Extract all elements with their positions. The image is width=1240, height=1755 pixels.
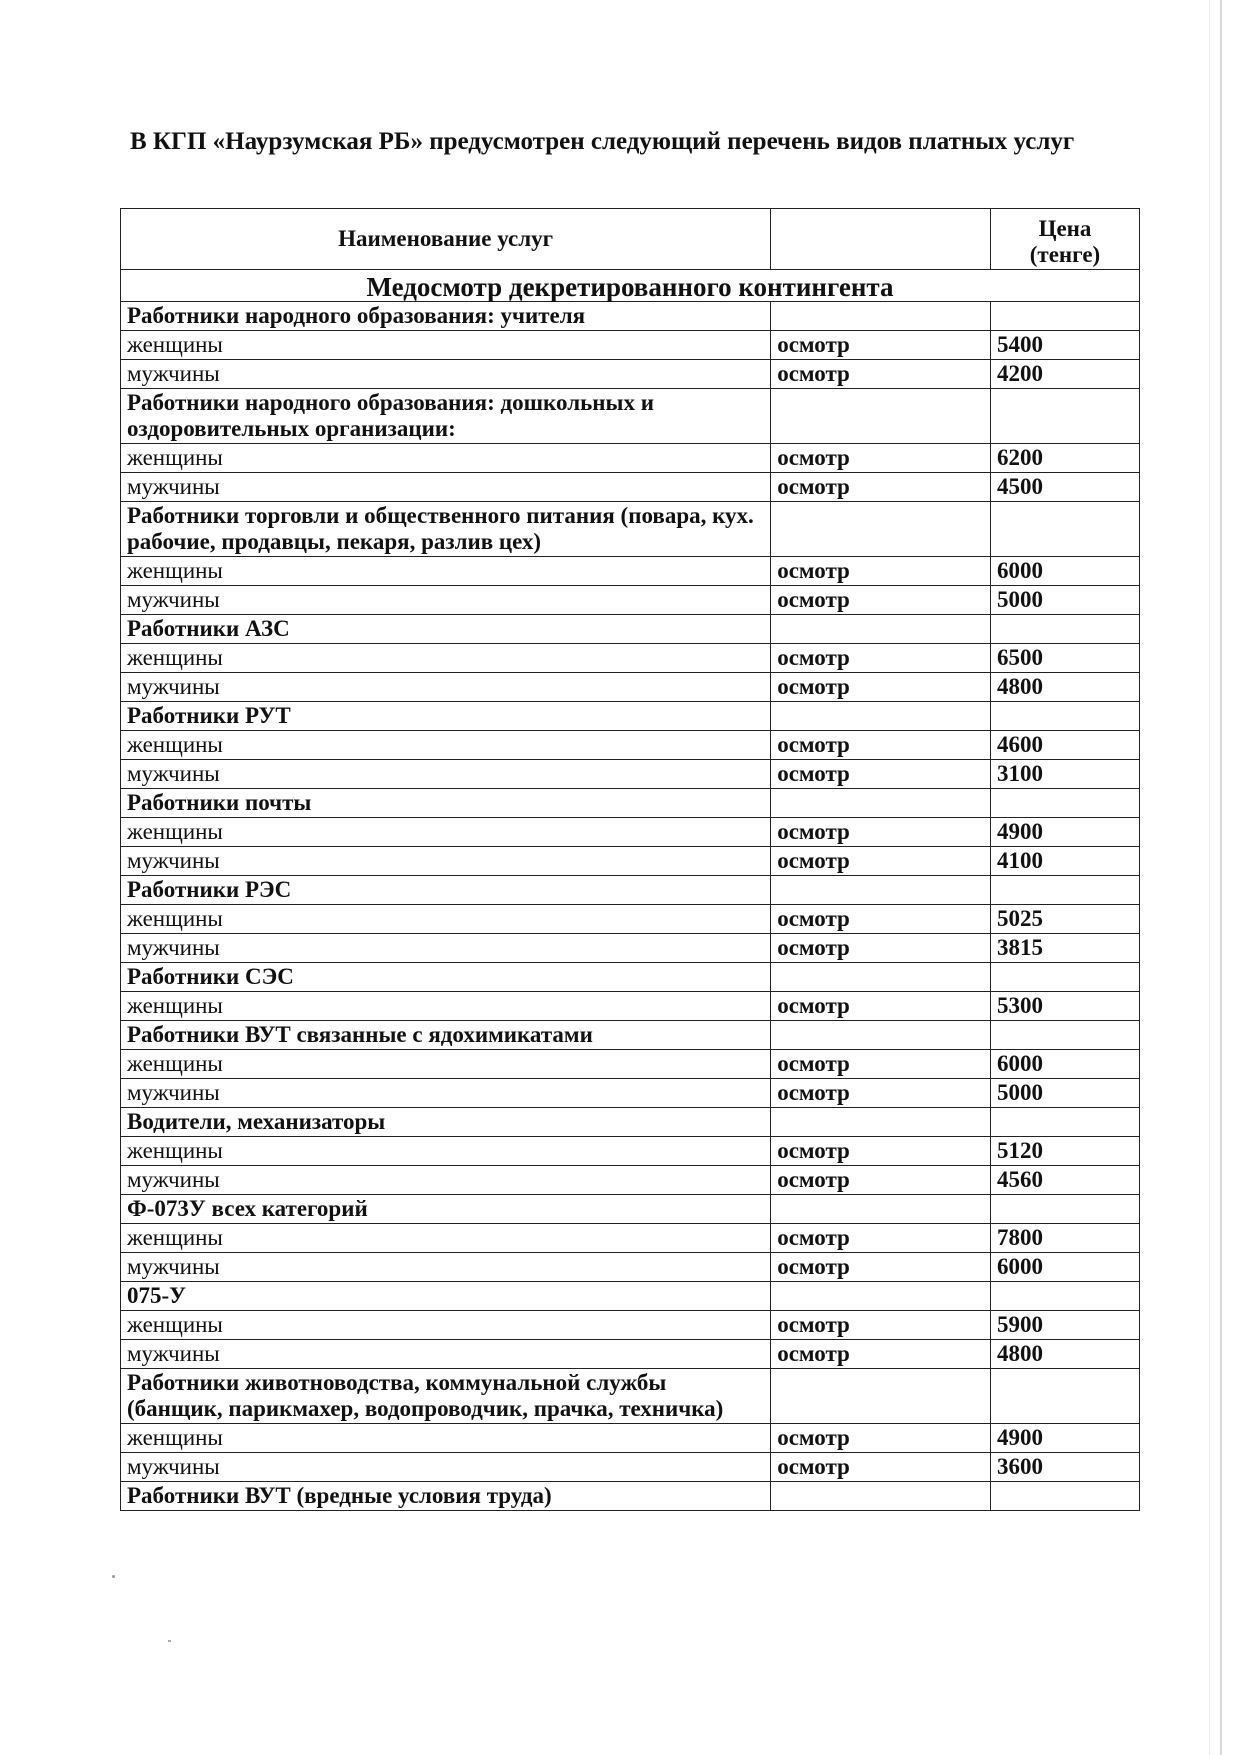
- table-row: [121, 557, 1140, 586]
- cell-unit: осмотр: [771, 1424, 991, 1453]
- cell-price: 5300: [990, 992, 1139, 1021]
- cell-price: 4800: [990, 673, 1139, 702]
- cell-unit: осмотр: [771, 934, 991, 963]
- cell-unit: осмотр: [771, 1166, 991, 1195]
- table-row: [121, 1253, 1140, 1282]
- cell-name: мужчины: [121, 934, 771, 963]
- cell-unit: осмотр: [771, 444, 991, 473]
- cell-unit: [771, 963, 991, 992]
- cell-price: 5000: [990, 586, 1139, 615]
- table-row: [121, 818, 1140, 847]
- cell-price: 4600: [990, 731, 1139, 760]
- cell-name: Ф-073У всех категорий: [121, 1195, 771, 1224]
- table-row: [121, 1424, 1140, 1453]
- page-edge: [1220, 0, 1222, 1755]
- cell-name: мужчины: [121, 1340, 771, 1369]
- cell-unit: осмотр: [771, 1079, 991, 1108]
- table-row: [121, 1311, 1140, 1340]
- table-row: [121, 760, 1140, 789]
- table-body: [121, 270, 1140, 1511]
- cell-price: [990, 615, 1139, 644]
- category-row: [121, 876, 1140, 905]
- table-row: [121, 992, 1140, 1021]
- cell-name: Работники ВУТ связанные с ядохимикатами: [121, 1021, 771, 1050]
- cell-unit: [771, 302, 991, 331]
- cell-price: 4800: [990, 1340, 1139, 1369]
- table-row: [121, 1340, 1140, 1369]
- cell-unit: осмотр: [771, 731, 991, 760]
- section-row: [121, 270, 1140, 302]
- cell-name: женщины: [121, 1137, 771, 1166]
- cell-price: [990, 1482, 1139, 1511]
- category-row: [121, 615, 1140, 644]
- cell-name: мужчины: [121, 1079, 771, 1108]
- cell-price: 7800: [990, 1224, 1139, 1253]
- cell-name: мужчины: [121, 1166, 771, 1195]
- cell-unit: осмотр: [771, 1340, 991, 1369]
- cell-name: Работники РУТ: [121, 702, 771, 731]
- cell-name: Работники почты: [121, 789, 771, 818]
- cell-price: 6000: [990, 1050, 1139, 1079]
- table-header-row: [121, 209, 1140, 270]
- cell-unit: осмотр: [771, 992, 991, 1021]
- page-edge-shadow: [1209, 0, 1210, 1755]
- table-row: [121, 1079, 1140, 1108]
- cell-price: [990, 1195, 1139, 1224]
- cell-unit: осмотр: [771, 1311, 991, 1340]
- cell-price: 5025: [990, 905, 1139, 934]
- cell-price: 3815: [990, 934, 1139, 963]
- cell-price: [990, 789, 1139, 818]
- cell-name: женщины: [121, 557, 771, 586]
- cell-unit: [771, 1482, 991, 1511]
- scan-speck: [112, 1575, 115, 1578]
- cell-unit: осмотр: [771, 760, 991, 789]
- cell-price: 3600: [990, 1453, 1139, 1482]
- cell-name: женщины: [121, 992, 771, 1021]
- header-name: Наименование услуг: [121, 209, 771, 270]
- table-row: [121, 360, 1140, 389]
- cell-name: мужчины: [121, 360, 771, 389]
- cell-unit: [771, 1021, 991, 1050]
- cell-unit: [771, 389, 991, 444]
- table-row: [121, 644, 1140, 673]
- cell-unit: осмотр: [771, 818, 991, 847]
- cell-price: [990, 389, 1139, 444]
- cell-price: 4900: [990, 818, 1139, 847]
- cell-unit: осмотр: [771, 673, 991, 702]
- cell-name: мужчины: [121, 473, 771, 502]
- cell-unit: [771, 615, 991, 644]
- cell-name: женщины: [121, 331, 771, 360]
- cell-unit: осмотр: [771, 905, 991, 934]
- cell-name: мужчины: [121, 673, 771, 702]
- table-row: [121, 1453, 1140, 1482]
- table-row: [121, 673, 1140, 702]
- cell-unit: [771, 1369, 991, 1424]
- cell-unit: осмотр: [771, 1137, 991, 1166]
- category-row: [121, 1369, 1140, 1424]
- cell-price: 5400: [990, 331, 1139, 360]
- header-price-line1: Цена: [1038, 216, 1092, 241]
- price-table: [120, 208, 1140, 1511]
- cell-price: [990, 502, 1139, 557]
- table-row: [121, 1224, 1140, 1253]
- cell-price: [990, 1369, 1139, 1424]
- cell-unit: осмотр: [771, 586, 991, 615]
- table-row: [121, 1137, 1140, 1166]
- cell-name: 075-У: [121, 1282, 771, 1311]
- cell-name: мужчины: [121, 847, 771, 876]
- header-price: [990, 209, 1139, 270]
- cell-price: 3100: [990, 760, 1139, 789]
- cell-price: 4100: [990, 847, 1139, 876]
- cell-unit: осмотр: [771, 1253, 991, 1282]
- category-row: [121, 302, 1140, 331]
- cell-unit: [771, 876, 991, 905]
- category-row: [121, 389, 1140, 444]
- scan-speck: [168, 1640, 171, 1642]
- cell-price: 6500: [990, 644, 1139, 673]
- cell-name: женщины: [121, 1424, 771, 1453]
- cell-price: 5000: [990, 1079, 1139, 1108]
- cell-name: Работники СЭС: [121, 963, 771, 992]
- cell-price: 6000: [990, 1253, 1139, 1282]
- cell-name: Работники торговли и общественного питания (повара, кух. рабочие, продавцы, пекаря, разлив цех): [121, 502, 771, 557]
- cell-price: [990, 1282, 1139, 1311]
- cell-name: Работники народного образования: дошкольных и оздоровительных организации:: [121, 389, 771, 444]
- cell-unit: осмотр: [771, 557, 991, 586]
- header-unit: [771, 209, 991, 270]
- cell-name: мужчины: [121, 1453, 771, 1482]
- cell-name: Работники ВУТ (вредные условия труда): [121, 1482, 771, 1511]
- cell-price: [990, 1021, 1139, 1050]
- table-row: [121, 331, 1140, 360]
- cell-name: мужчины: [121, 760, 771, 789]
- header-price-line2: (тенге): [1029, 242, 1101, 267]
- cell-price: 5120: [990, 1137, 1139, 1166]
- category-row: [121, 1108, 1140, 1137]
- cell-name: Водители, механизаторы: [121, 1108, 771, 1137]
- table-row: [121, 905, 1140, 934]
- table-row: [121, 934, 1140, 963]
- cell-name: Работники народного образования: учителя: [121, 302, 771, 331]
- cell-unit: [771, 502, 991, 557]
- cell-name: Работники животноводства, коммунальной службы (банщик, парикмахер, водопроводчик, прачка, техничка): [121, 1369, 771, 1424]
- category-row: [121, 502, 1140, 557]
- cell-unit: [771, 1282, 991, 1311]
- cell-name: женщины: [121, 1224, 771, 1253]
- category-row: [121, 1482, 1140, 1511]
- cell-price: [990, 302, 1139, 331]
- table-row: [121, 1166, 1140, 1195]
- cell-price: [990, 876, 1139, 905]
- cell-price: 6000: [990, 557, 1139, 586]
- cell-name: женщины: [121, 731, 771, 760]
- cell-price: 5900: [990, 1311, 1139, 1340]
- cell-unit: осмотр: [771, 360, 991, 389]
- section-title: Медосмотр декретированного контингента: [121, 270, 1140, 302]
- cell-name: женщины: [121, 818, 771, 847]
- table-row: [121, 847, 1140, 876]
- cell-unit: осмотр: [771, 644, 991, 673]
- table-row: [121, 473, 1140, 502]
- cell-name: мужчины: [121, 1253, 771, 1282]
- cell-unit: осмотр: [771, 1050, 991, 1079]
- cell-name: мужчины: [121, 586, 771, 615]
- cell-price: 4560: [990, 1166, 1139, 1195]
- cell-price: [990, 963, 1139, 992]
- cell-price: 4200: [990, 360, 1139, 389]
- cell-unit: осмотр: [771, 473, 991, 502]
- table-row: [121, 586, 1140, 615]
- cell-price: 4900: [990, 1424, 1139, 1453]
- cell-name: женщины: [121, 644, 771, 673]
- cell-price: 4500: [990, 473, 1139, 502]
- cell-name: Работники РЭС: [121, 876, 771, 905]
- category-row: [121, 1282, 1140, 1311]
- cell-unit: [771, 789, 991, 818]
- cell-name: женщины: [121, 1050, 771, 1079]
- cell-unit: [771, 1108, 991, 1137]
- cell-unit: осмотр: [771, 1453, 991, 1482]
- cell-unit: осмотр: [771, 847, 991, 876]
- cell-price: [990, 1108, 1139, 1137]
- cell-name: Работники АЗС: [121, 615, 771, 644]
- category-row: [121, 1021, 1140, 1050]
- cell-name: женщины: [121, 905, 771, 934]
- cell-unit: осмотр: [771, 331, 991, 360]
- table-row: [121, 731, 1140, 760]
- cell-price: [990, 702, 1139, 731]
- category-row: [121, 702, 1140, 731]
- cell-unit: осмотр: [771, 1224, 991, 1253]
- cell-name: женщины: [121, 1311, 771, 1340]
- cell-unit: [771, 702, 991, 731]
- category-row: [121, 963, 1140, 992]
- table-row: [121, 1050, 1140, 1079]
- cell-unit: [771, 1195, 991, 1224]
- document-heading: В КГП «Наурзумская РБ» предусмотрен следующий перечень видов платных услуг: [130, 128, 1075, 155]
- category-row: [121, 1195, 1140, 1224]
- category-row: [121, 789, 1140, 818]
- table-row: [121, 444, 1140, 473]
- cell-price: 6200: [990, 444, 1139, 473]
- cell-name: женщины: [121, 444, 771, 473]
